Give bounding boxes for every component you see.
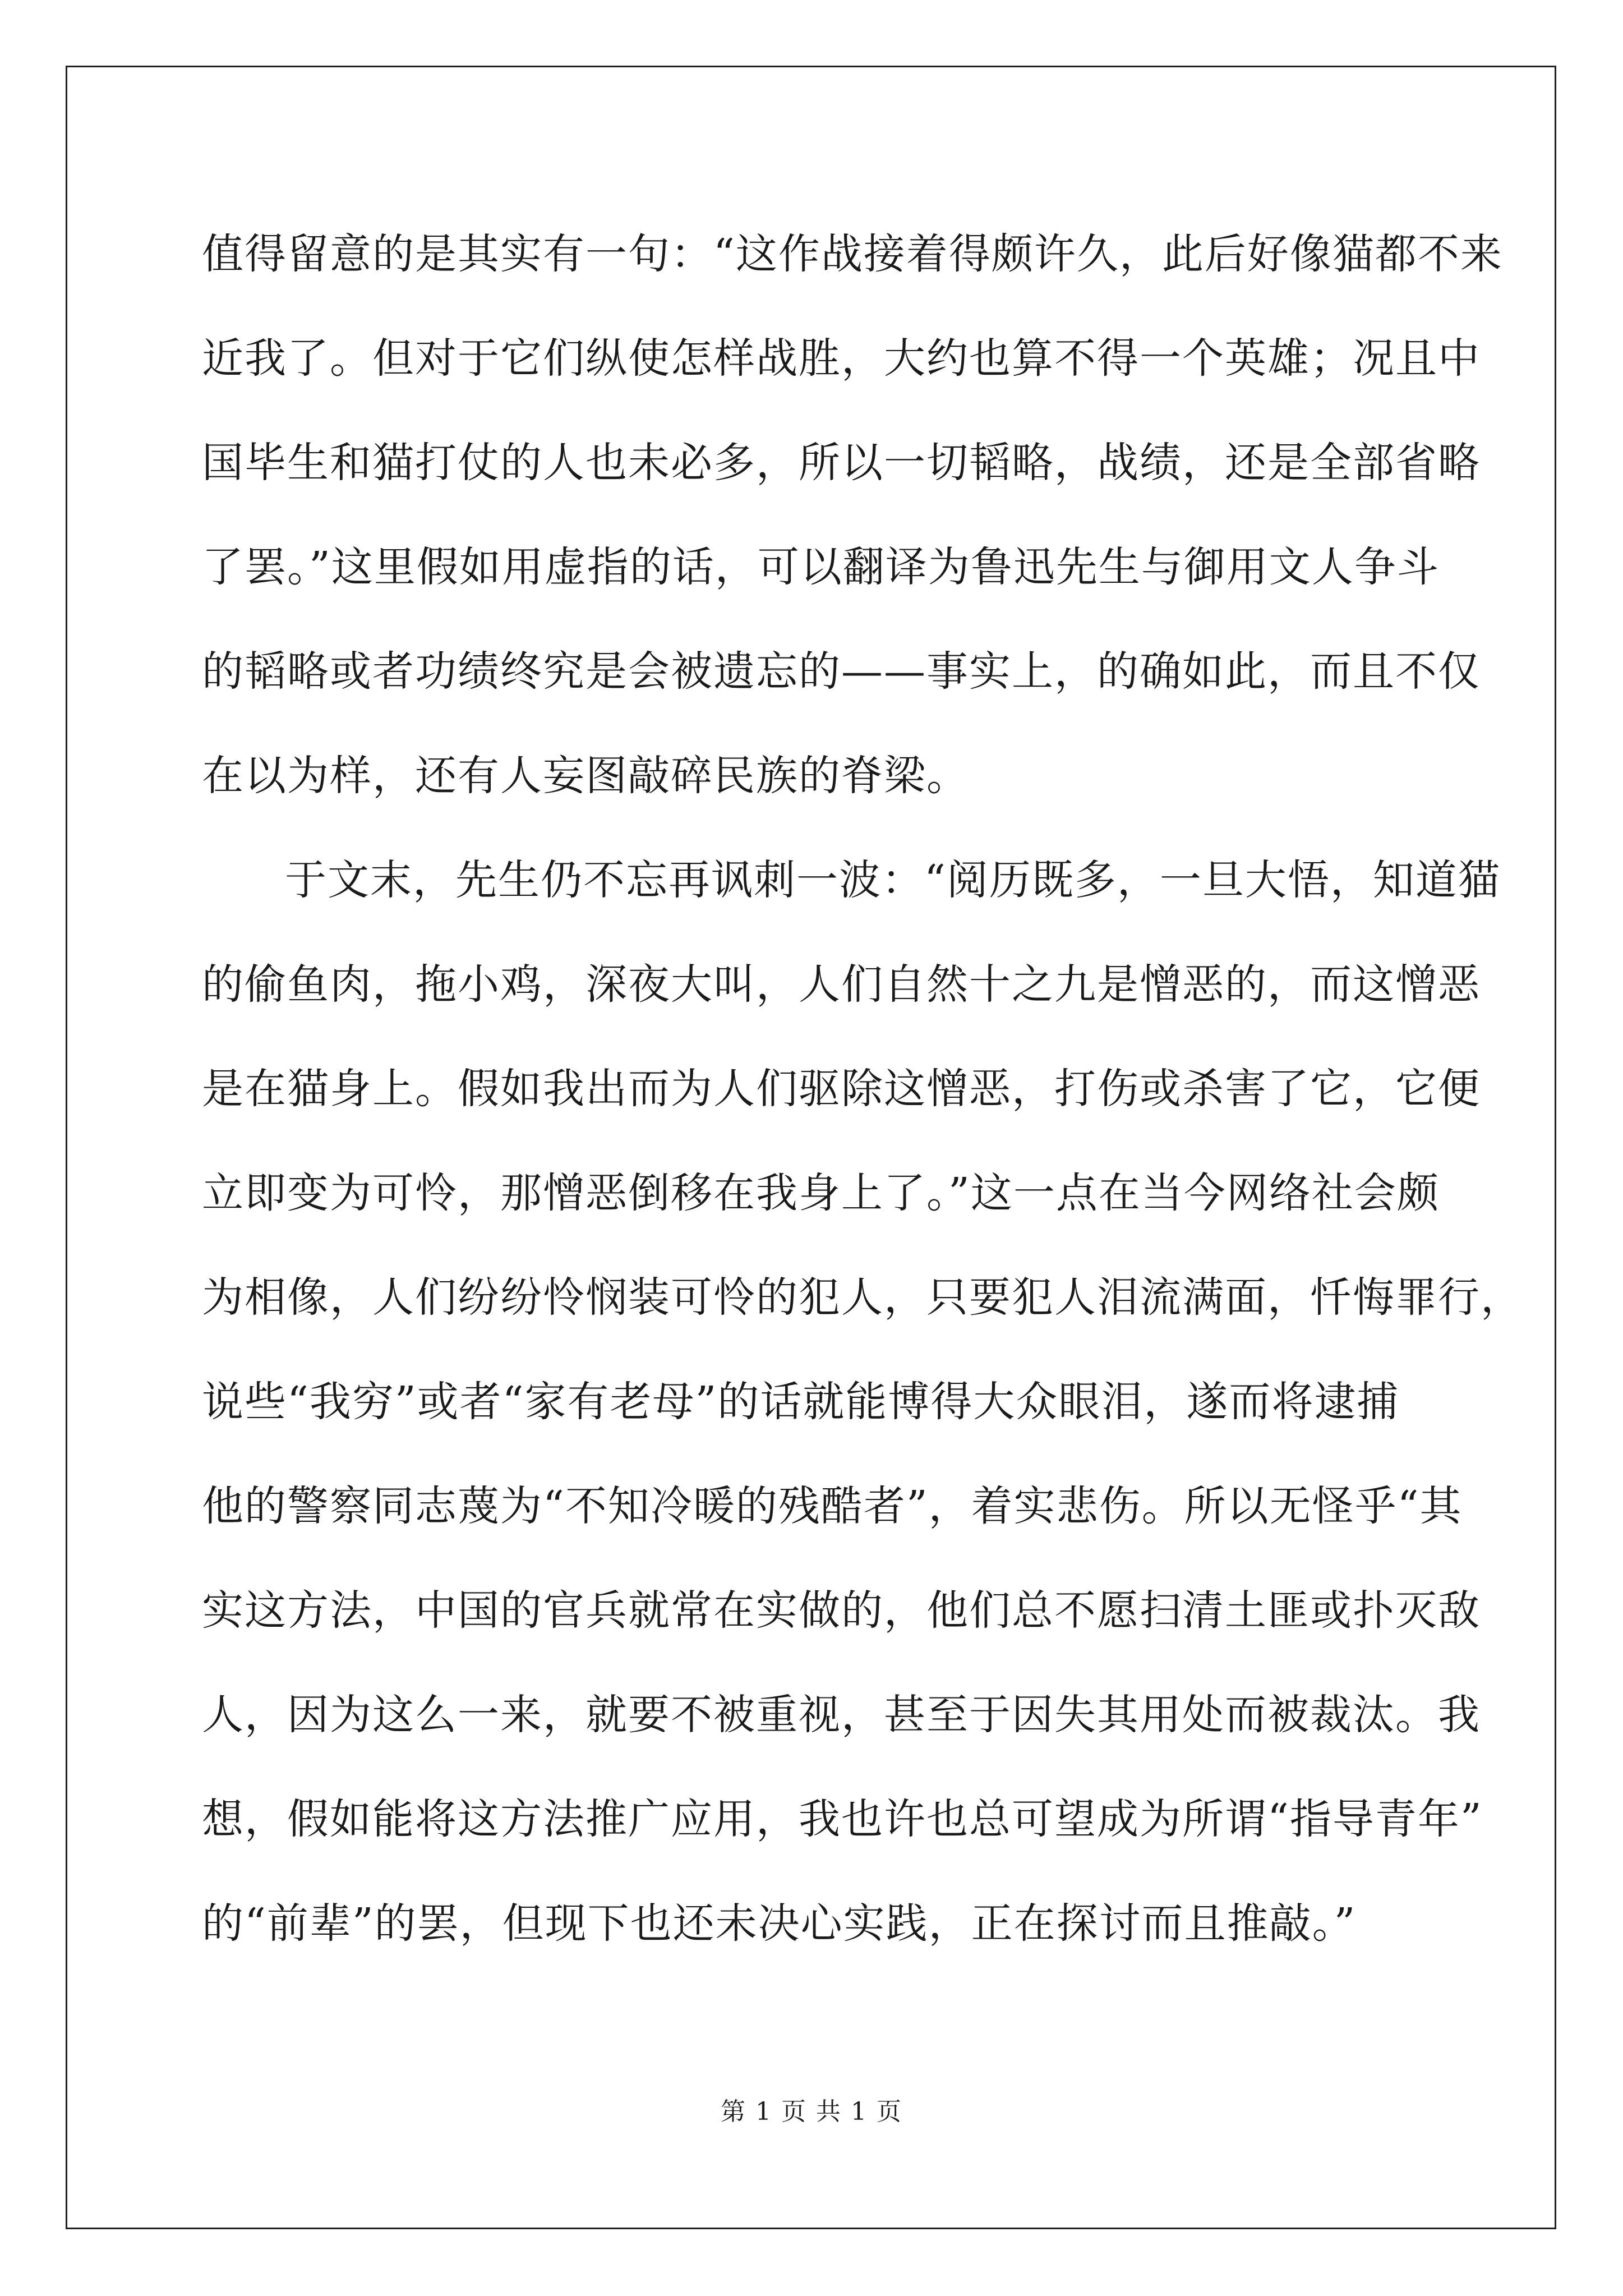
text-line: 于文末，先生仍不忘再讽刺一波：“阅历既多，一旦大悟，知道猫 (285, 856, 1501, 904)
text-line: 他的警察同志蔑为“不知冷暖的残酷者”，着实悲伤。所以无怪乎“其 (202, 1482, 1463, 1530)
text-line: 实这方法，中国的官兵就常在实做的，他们总不愿扫清土匪或扑灭敌 (202, 1586, 1481, 1635)
text-line: 为相像，人们纷纷怜悯装可怜的犯人，只要犯人泪流满面，忏悔罪行， (202, 1273, 1523, 1322)
text-line: 值得留意的是其实有一句：“这作战接着得颇许久，此后好像猫都不来 (202, 230, 1503, 278)
text-line: 了罢。”这里假如用虚指的话，可以翻译为鲁迅先生与御用文人争斗 (202, 543, 1440, 591)
text-line: 的“前辈”的罢，但现下也还未决心实践，正在探讨而且推敲。” (202, 1899, 1357, 1948)
page-number-footer: 第 1 页 共 1 页 (721, 2097, 902, 2126)
document-body (202, 202, 1523, 1976)
text-line: 想，假如能将这方法推广应用，我也许也总可望成为所谓“指导青年” (202, 1795, 1483, 1843)
text-line: 国毕生和猫打仗的人也未必多，所以一切韬略，战绩，还是全部省略 (202, 439, 1481, 487)
text-line: 在以为样，还有人妄图敲碎民族的脊梁。 (202, 752, 969, 800)
paragraph-2 (202, 828, 1523, 1976)
text-line: 是在猫身上。假如我出而为人们驱除这憎恶，打伤或杀害了它，它便 (202, 1065, 1481, 1113)
paragraph-1 (202, 202, 1503, 828)
text-line: 人，因为这么一来，就要不被重视，甚至于因失其用处而被裁汰。我 (202, 1691, 1481, 1739)
text-line: 立即变为可怜，那憎恶倒移在我身上了。”这一点在当今网络社会颇 (202, 1169, 1440, 1217)
text-line: 近我了。但对于它们纵使怎样战胜，大约也算不得一个英雄；况且中 (202, 334, 1481, 383)
text-line: 的韬略或者功绩终究是会被遗忘的——事实上，的确如此，而且不仅 (202, 647, 1481, 696)
text-line: 的偷鱼肉，拖小鸡，深夜大叫，人们自然十之九是憎恶的，而这憎恶 (202, 960, 1481, 1009)
text-line: 说些“我穷”或者“家有老母”的话就能博得大众眼泪，遂而将逮捕 (202, 1378, 1400, 1426)
